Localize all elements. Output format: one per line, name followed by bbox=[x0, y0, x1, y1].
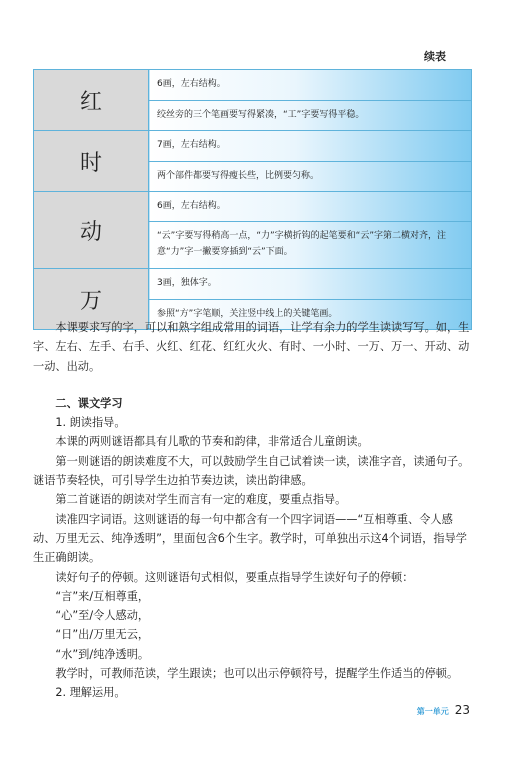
table-note-cell: 3画，独体字。 bbox=[149, 269, 472, 300]
riddle-line: “日”出/万里无云， bbox=[55, 628, 150, 642]
paragraph: 第一则谜语的朗读难度不大，可以鼓励学生自己试着读一读，读准字音，读通句子。谜语节奏轻快，可引导学生边拍节奏边读，读出韵律感。 bbox=[33, 454, 470, 488]
paragraph: 本课要求写的字，可以和熟字组成常用的词语，让学有余力的学生读读写写。如，生字、左右、左手、右手、火红、红花、红红火火、有时、一小时、一万、万一、开动、动一动、出动。 bbox=[33, 321, 470, 373]
section-heading: 二、课文学习 bbox=[55, 396, 123, 410]
character-table bbox=[33, 69, 472, 330]
table-note-cell: 6画，左右结构。 bbox=[149, 70, 472, 101]
table-note-cell: 绞丝旁的三个笔画要写得紧凑，“工”字要写得平稳。 bbox=[149, 100, 472, 131]
table-char-cell: 万 bbox=[34, 269, 149, 330]
table-note-cell: 7画，左右结构。 bbox=[149, 131, 472, 162]
table-note-cell: 两个部件都要写得瘦长些，比例要匀称。 bbox=[149, 161, 472, 192]
paragraph: 读准四字词语。这则谜语的每一句中都含有一个四字词语——“互相尊重、令人感动、万里无云、纯净透明”，里面包含6个生字。教学时，可单独出示这4个词语，指导学生正确朗读。 bbox=[33, 512, 467, 565]
continuation-label: 续表 bbox=[424, 50, 446, 63]
list-item: 2. 理解运用。 bbox=[55, 686, 126, 700]
table-char-cell: 动 bbox=[34, 192, 149, 269]
page-footer bbox=[417, 703, 470, 717]
paragraph: 第二首谜语的朗读对学生而言有一定的难度，要重点指导。 bbox=[55, 493, 347, 507]
unit-label: 第一单元 bbox=[416, 707, 449, 716]
body-text bbox=[33, 318, 474, 703]
paragraph: 本课的两则谜语都具有儿歌的节奏和韵律，非常适合儿童朗读。 bbox=[55, 435, 369, 449]
riddle-line: “水”到/纯净透明。 bbox=[55, 647, 150, 661]
table-note-cell: 6画，左右结构。 bbox=[149, 192, 472, 222]
table-char-cell: 时 bbox=[34, 131, 149, 192]
paragraph: 教学时，可教师范读，学生跟读；也可以出示停顿符号，提醒学生作适当的停顿。 bbox=[55, 667, 459, 681]
list-item: 1. 朗读指导。 bbox=[55, 416, 126, 430]
table-note-cell: 参照“方”字笔顺，关注竖中线上的关键笔画。 bbox=[149, 299, 472, 330]
riddle-line: “言”来/互相尊重， bbox=[55, 589, 150, 603]
riddle-line: “心”至/令人感动， bbox=[55, 609, 150, 623]
table-char-cell: 红 bbox=[34, 70, 149, 131]
paragraph: 读好句子的停顿。这则谜语句式相似，要重点指导学生读好句子的停顿： bbox=[55, 570, 414, 584]
page-number: 23 bbox=[454, 703, 470, 717]
table-note-cell: “云”字要写得稍高一点，“力”字横折钩的起笔要和“云”字第二横对齐，注意“力”字一撇要穿插到“云”下面。 bbox=[149, 222, 472, 269]
